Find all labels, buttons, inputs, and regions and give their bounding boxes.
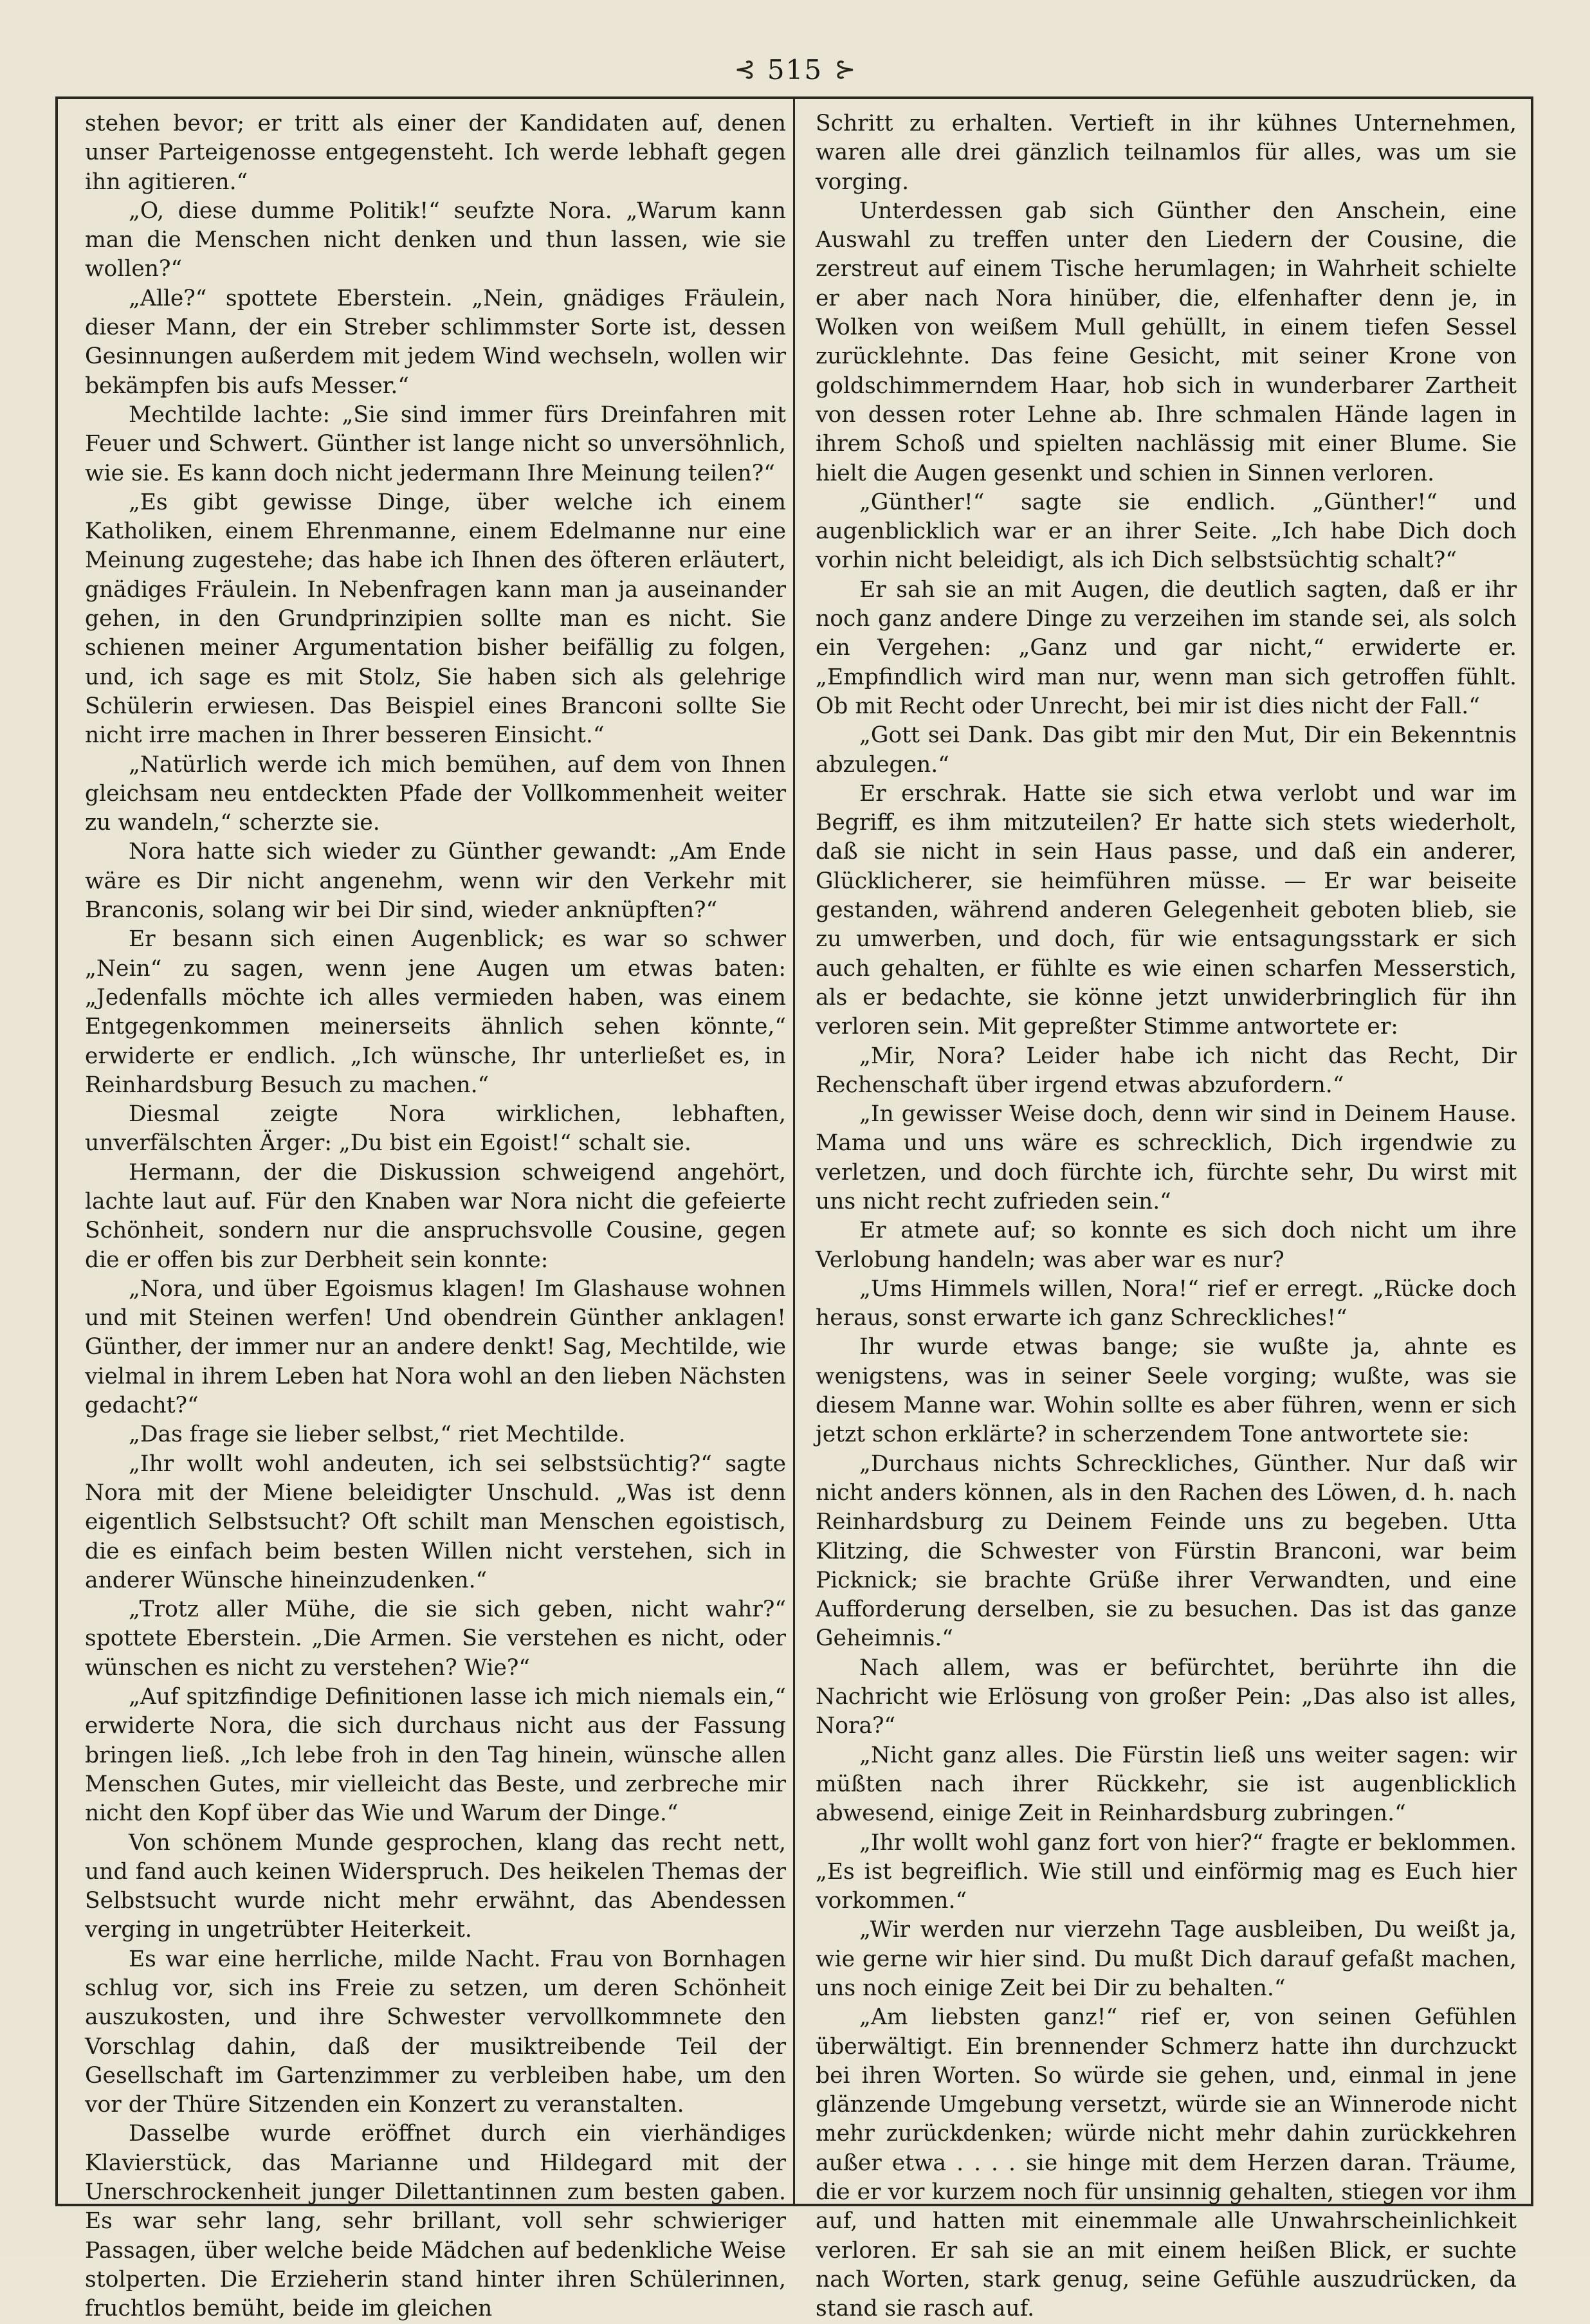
- paragraph: „In gewisser Weise doch, denn wir sind in Deinem Hause. Mama und uns wäre es schrecklich, Dich irgendwie zu verletzen, und doch fürchte ich, fürchte sehr, Du wirst mit uns nicht recht zufrieden sein.“: [816, 1101, 1517, 1214]
- paragraph: Schritt zu erhalten. Vertieft in ihr kühnes Unternehmen, waren alle drei gänzlich teilnamlos für alles, was um sie vorging.: [816, 111, 1517, 195]
- paragraph: Er sah sie an mit Augen, die deutlich sagten, daß er ihr noch ganz andere Dinge zu verzeihen im stande sei, als solch ein Vergehen: „Ganz und gar nicht,“ erwiderte er. „Empfindlich wird man nur, wenn man sich getroffen fühlt. Ob mit Recht oder Unrecht, bei mir ist dies nicht der Fall.“: [816, 576, 1517, 719]
- paragraph: „Auf spitzfindige Definitionen lasse ich mich niemals ein,“ erwiderte Nora, die sich durchaus nicht aus der Fassung bringen ließ. „Ich lebe froh in den Tag hinein, wünsche allen Menschen Gutes, mir vielleicht das Beste, und zerbreche mir nicht den Kopf über das Wie und Warum der Dinge.“: [85, 1684, 786, 1827]
- paragraph: Ihr wurde etwas bange; sie wußte ja, ahnte es wenigstens, was in seiner Seele vorging; wußte, was sie diesem Manne war. Wohin sollte es aber führen, wenn er sich jetzt schon erklärte? in scherzendem Tone antwortete sie:: [816, 1334, 1517, 1448]
- paragraph: stehen bevor; er tritt als einer der Kandidaten auf, denen unser Parteigenosse entgegensteht. Ich werde lebhaft gegen ihn agitieren.“: [85, 111, 786, 195]
- page-number: 515: [767, 53, 823, 86]
- paragraph: „Am liebsten ganz!“ rief er, von seinen Gefühlen überwältigt. Ein brennender Schmerz hatte ihn durchzuckt bei ihren Worten. So würde sie gehen, und, einmal in jene glänzende Umgebung versetzt, würde sie an Winnerode nicht mehr zurückdenken; würde nicht mehr dahin zurückkehren außer etwa . . . . sie hinge mit dem Herzen daran. Träume, die er vor kurzem noch für unsinnig gehalten, stiegen vor ihm auf, und hatten mit einemmale alle Unwahrscheinlichkeit verloren. Er sah sie an mit einem heißen Blick, er suchte nach Worten, stark genug, seine Gefühle auszudrücken, da stand sie rasch auf.: [816, 2004, 1517, 2322]
- paragraph: Nach allem, was er befürchtet, berührte ihn die Nachricht wie Erlösung von großer Pein: „Das also ist alles, Nora?“: [816, 1654, 1517, 1739]
- paragraph: „Es gibt gewisse Dinge, über welche ich einem Katholiken, einem Ehrenmanne, einem Edelmanne nur eine Meinung zugestehe; das habe ich Ihnen des öfteren erläutert, gnädiges Fräulein. In Nebenfragen kann man ja auseinander gehen, in den Grundprinzipien sollte man es nicht. Sie schienen meiner Argumentation bisher beifällig zu folgen, und, ich sage es mit Stolz, Sie haben sich als gelehrige Schülerin erwiesen. Das Beispiel eines Branconi sollte Sie nicht irre machen in Ihrer besseren Einsicht.“: [85, 489, 786, 749]
- page-header: [0, 50, 1590, 89]
- paragraph: „Günther!“ sagte sie endlich. „Günther!“ und augenblicklich war er an ihrer Seite. „Ich habe Dich doch vorhin nicht beleidigt, als ich Dich selbstsüchtig schalt?“: [816, 489, 1517, 574]
- paragraph: Unterdessen gab sich Günther den Anschein, eine Auswahl zu treffen unter den Liedern der Cousine, die zerstreut auf einem Tische herumlagen; in Wahrheit schielte er aber nach Nora hinüber, die, elfenhafter denn je, in Wolken von weißem Mull gehüllt, in einem tiefen Sessel zurücklehnte. Das feine Gesicht, mit seiner Krone von goldschimmerndem Haar, hob sich in wunderbarer Zartheit von dessen roter Lehne ab. Ihre schmalen Hände lagen in ihrem Schoß und spielten nachlässig mit einer Blume. Sie hielt die Augen gesenkt und schien in Sinnen verloren.: [816, 197, 1517, 486]
- paragraph: „Ums Himmels willen, Nora!“ rief er erregt. „Rücke doch heraus, sonst erwarte ich ganz Schreckliches!“: [816, 1276, 1517, 1331]
- ornament-right-icon: ⊱: [834, 55, 856, 84]
- right-column: [816, 109, 1517, 2322]
- paragraph: „Ihr wollt wohl ganz fort von hier?“ fragte er beklommen. „Es ist begreiflich. Wie still und einförmig mag es Euch hier vorkommen.“: [816, 1829, 1517, 1914]
- paragraph: „Ihr wollt wohl andeuten, ich sei selbstsüchtig?“ sagte Nora mit der Miene beleidigter Unschuld. „Was ist denn eigentlich Selbstsucht? Oft schilt man Menschen egoistisch, die es einfach beim besten Willen nicht verstehen, sich in anderer Wünsche hineinzudenken.“: [85, 1450, 786, 1593]
- paragraph: „Nicht ganz alles. Die Fürstin ließ uns weiter sagen: wir müßten nach ihrer Rückkehr, sie ist augenblicklich abwesend, einige Zeit in Reinhardsburg zubringen.“: [816, 1742, 1517, 1827]
- paragraph: „Gott sei Dank. Das gibt mir den Mut, Dir ein Bekenntnis abzulegen.“: [816, 722, 1517, 778]
- paragraph: „Das frage sie lieber selbst,“ riet Mechtilde.: [129, 1422, 626, 1448]
- paragraph: Von schönem Munde gesprochen, klang das recht nett, und fand auch keinen Widerspruch. Des heikelen Themas der Selbstsucht wurde nicht mehr erwähnt, das Abendessen verging in ungetrübter Heiterkeit.: [85, 1829, 786, 1943]
- column-divider: [793, 96, 795, 2206]
- paragraph: Nora hatte sich wieder zu Günther gewandt: „Am Ende wäre es Dir nicht angenehm, wenn wir den Verkehr mit Branconis, solang wir bei Dir sind, wieder anknüpften?“: [85, 839, 786, 924]
- left-column: [85, 109, 786, 2322]
- paragraph: Diesmal zeigte Nora wirklichen, lebhaften, unverfälschten Ärger: „Du bist ein Egoist!“ schalt sie.: [85, 1101, 786, 1157]
- ornament-left-icon: ⊰: [734, 55, 756, 84]
- paragraph: Dasselbe wurde eröffnet durch ein vierhändiges Klavierstück, das Marianne und Hildegard mit der Unerschrockenheit junger Dilettantinnen zum besten gaben. Es war sehr lang, sehr brillant, voll sehr schwieriger Passagen, über welche beide Mädchen auf bedenkliche Weise stolperten. Die Erzieherin stand hinter ihren Schülerinnen, fruchtlos bemüht, beide im gleichen: [85, 2121, 786, 2322]
- paragraph: „Durchaus nichts Schreckliches, Günther. Nur daß wir nicht anders können, als in den Rachen des Löwen, d. h. nach Reinhardsburg zu Deinem Feinde uns zu begeben. Utta Klitzing, die Schwester von Fürstin Branconi, war beim Picknick; sie brachte Grüße ihrer Verwandten, und eine Aufforderung derselben, sie zu besuchen. Das ist das ganze Geheimnis.“: [816, 1450, 1517, 1652]
- paragraph: Hermann, der die Diskussion schweigend angehört, lachte laut auf. Für den Knaben war Nora nicht die gefeierte Schönheit, sondern nur die anspruchsvolle Cousine, gegen die er offen bis zur Derbheit sein konnte:: [85, 1159, 786, 1273]
- paragraph: „Mir, Nora? Leider habe ich nicht das Recht, Dir Rechenschaft über irgend etwas abzufordern.“: [816, 1043, 1517, 1098]
- paragraph: „Alle?“ spottete Eberstein. „Nein, gnädiges Fräulein, dieser Mann, der ein Streber schlimmster Sorte ist, dessen Gesinnungen außerdem mit jedem Wind wechseln, wollen wir bekämpfen bis aufs Messer.“: [85, 285, 786, 399]
- paragraph: „O, diese dumme Politik!“ seufzte Nora. „Warum kann man die Menschen nicht denken und thun lassen, wie sie wollen?“: [85, 197, 786, 282]
- paragraph: Er atmete auf; so konnte es sich doch nicht um ihre Verlobung handeln; was aber war es nur?: [816, 1218, 1517, 1273]
- paragraph: Es war eine herrliche, milde Nacht. Frau von Bornhagen schlug vor, sich ins Freie zu setzen, um deren Schönheit auszukosten, und ihre Schwester vervollkommnete den Vorschlag dahin, daß der musiktreibende Teil der Gesellschaft im Gartenzimmer zu verbleiben habe, um den vor der Thüre Sitzenden ein Konzert zu veranstalten.: [85, 1946, 786, 2118]
- paragraph: „Wir werden nur vierzehn Tage ausbleiben, Du weißt ja, wie gerne wir hier sind. Du mußt Dich darauf gefaßt machen, uns noch einige Zeit bei Dir zu behalten.“: [816, 1917, 1517, 2001]
- paragraph: Er erschrak. Hatte sie sich etwa verlobt und war im Begriff, es ihm mitzuteilen? Er hatte sich stets wiederholt, daß sie nicht in sein Haus passe, und daß ein anderer, Glücklicherer, sie heimführen müsse. — Er war beiseite gestanden, während anderen Gelegenheit geboten blieb, sie zu umwerben, und doch, für wie entsagungsstark er sich auch gehalten, er fühlte es wie einen scharfen Messerstich, als er bedachte, sie könne jetzt unwiderbringlich für ihn verloren sein. Mit gepreßter Stimme antwortete er:: [816, 780, 1517, 1040]
- paragraph: Er besann sich einen Augenblick; es war so schwer „Nein“ zu sagen, wenn jene Augen um etwas baten: „Jedenfalls möchte ich alles vermieden haben, was einem Entgegenkommen meinerseits ähnlich sehen könnte,“ erwiderte er endlich. „Ich wünsche, Ihr unterließet es, in Reinhardsburg Besuch zu machen.“: [85, 926, 786, 1098]
- paragraph: „Nora, und über Egoismus klagen! Im Glashause wohnen und mit Steinen werfen! Und obendrein Günther anklagen! Günther, der immer nur an andere denkt! Sag, Mechtilde, wie vielmal in ihrem Leben hat Nora wohl an den lieben Nächsten gedacht?“: [85, 1276, 786, 1419]
- paragraph: Mechtilde lachte: „Sie sind immer fürs Dreinfahren mit Feuer und Schwert. Günther ist lange nicht so unversöhnlich, wie sie. Es kann doch nicht jedermann Ihre Meinung teilen?“: [85, 401, 786, 486]
- paragraph: „Trotz aller Mühe, die sie sich geben, nicht wahr?“ spottete Eberstein. „Die Armen. Sie verstehen es nicht, oder wünschen es nicht zu verstehen? Wie?“: [85, 1597, 786, 1681]
- paragraph: „Natürlich werde ich mich bemühen, auf dem von Ihnen gleichsam neu entdeckten Pfade der Vollkommenheit weiter zu wandeln,“ scherzte sie.: [85, 751, 786, 836]
